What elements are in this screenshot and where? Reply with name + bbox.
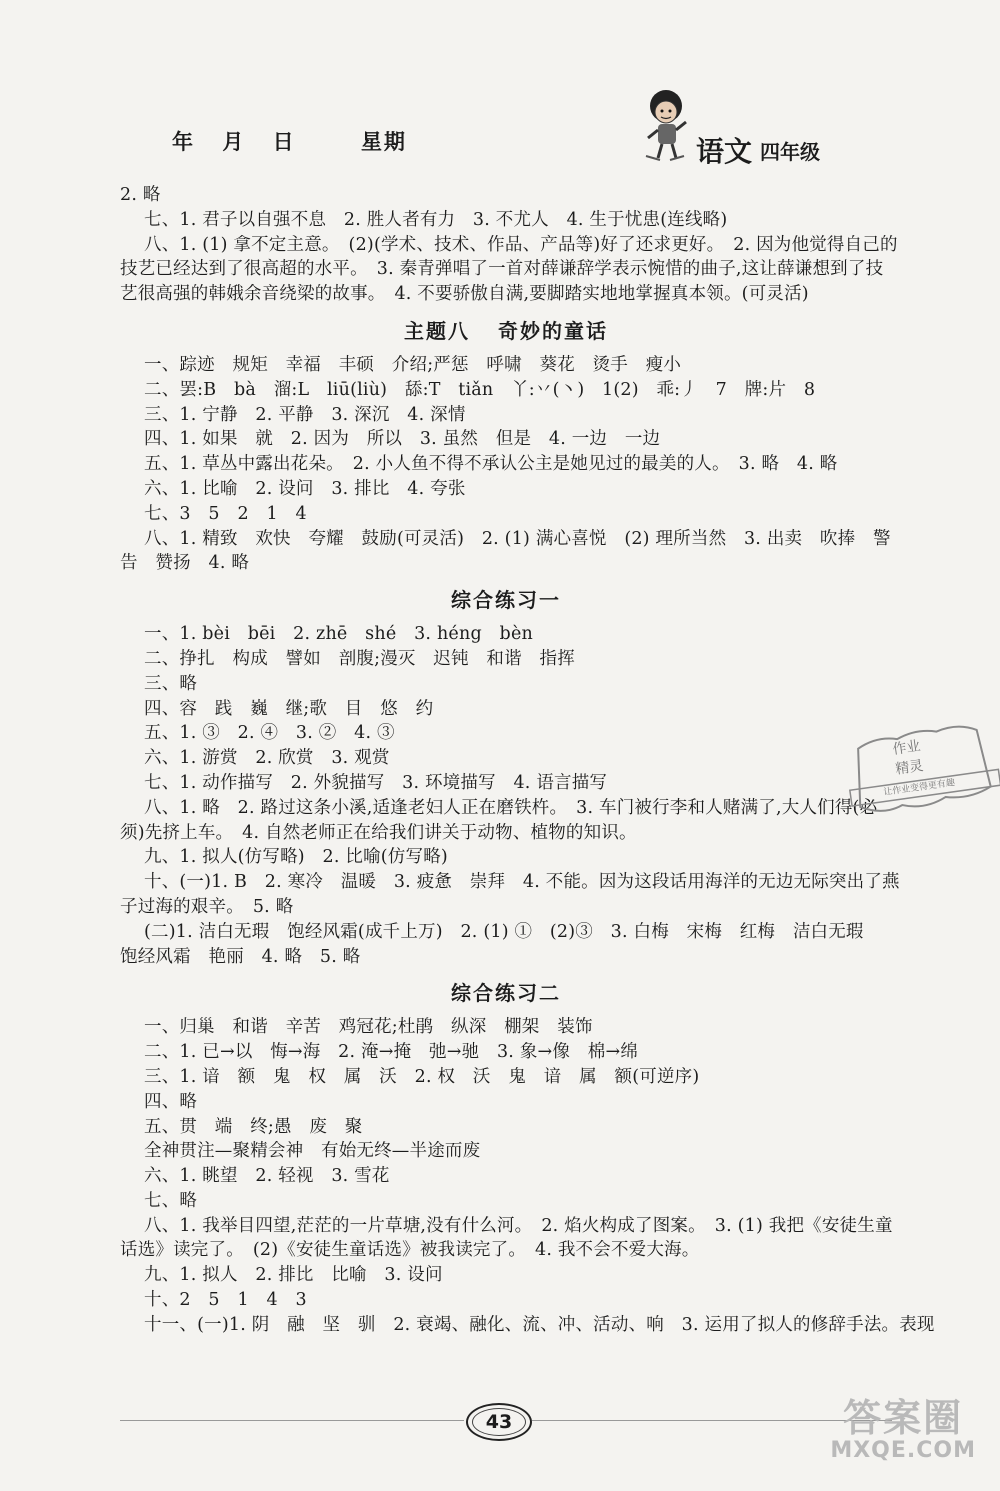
answer-line: 八、1. 我举目四望,茫茫的一片草塘,没有什么河。 2. 焰火构成了图案。 3. (1) 我把《安徒生童 <box>144 1215 893 1236</box>
answer-line: 五、1. 草丛中露出花朵。 2. 小人鱼不得不承认公主是她见过的最美的人。 3. 略 4. 略 <box>144 454 838 475</box>
answer-line: 六、1. 游赏 2. 欣赏 3. 观赏 <box>144 748 390 769</box>
answer-line: 四、略 <box>144 1091 198 1112</box>
stamp-subtitle: 让作业变得更有趣 <box>882 778 956 798</box>
answer-line: 饱经风霜 艳丽 4. 略 5. 略 <box>120 946 361 967</box>
answer-line: 技艺已经达到了很高超的水平。 3. 秦青弹唱了一首对薛谦辞学表示惋惜的曲子,这让薛谦想到了技 <box>120 259 884 280</box>
answer-line: 九、1. 拟人 2. 排比 比喻 3. 设问 <box>144 1265 443 1286</box>
answer-line: 七、略 <box>144 1190 198 1211</box>
answer-line: 须)先挤上车。 4. 自然老师正在给我们讲关于动物、植物的知识。 <box>120 822 637 843</box>
answer-line: 三、略 <box>144 673 198 694</box>
answer-line: 十、2 5 1 4 3 <box>144 1290 307 1311</box>
answer-line: 艺很高强的韩娥余音绕梁的故事。 4. 不要骄傲自满,要脚踏实地地掌握真本领。(可灵活) <box>120 284 809 305</box>
answer-line: 话选》读完了。 (2)《安徒生童话选》被我读完了。 4. 我不会不爱大海。 <box>120 1240 700 1261</box>
weekday-label: 星期 <box>360 130 407 154</box>
answer-line: 四、容 践 巍 继;歌 目 悠 约 <box>144 698 434 719</box>
answer-line: 三、1. 宁静 2. 平静 3. 深沉 4. 深情 <box>144 404 466 425</box>
answer-line: 子过海的艰辛。 5. 略 <box>120 896 294 917</box>
section-title-sub: 奇妙的童话 <box>498 318 608 343</box>
year-label: 年 <box>172 130 195 154</box>
answer-line: 五、1. ③ 2. ④ 3. ② 4. ③ <box>144 723 395 744</box>
section-title <box>120 582 892 618</box>
watermark-logo: 答案圈 <box>843 1396 964 1440</box>
answer-line: 七、3 5 2 1 4 <box>144 503 307 524</box>
answer-line: 二、挣扎 构成 譬如 剖腹;漫灭 迟钝 和谐 指挥 <box>144 648 575 669</box>
grade-label: 四年级 <box>760 140 820 164</box>
answer-line: 三、1. 谙 额 鬼 权 属 沃 2. 权 沃 鬼 谙 属 额(可逆序) <box>144 1066 700 1087</box>
site-watermark <box>830 1387 976 1463</box>
answer-line: 告 赞扬 4. 略 <box>120 553 250 574</box>
answer-line: 2. 略 <box>120 185 161 205</box>
answer-line: 一、踪迹 规矩 幸福 丰硕 介绍;严惩 呼啸 葵花 烫手 瘦小 <box>144 354 682 375</box>
answer-line: 一、1. bèi bēi 2. zhē shé 3. héng bèn <box>144 624 533 645</box>
answer-line: 一、归巢 和谐 辛苦 鸡冠花;杜鹃 纵深 棚架 装饰 <box>144 1017 593 1038</box>
subject-label: 语文 <box>696 135 753 168</box>
section-title-main: 综合练习二 <box>451 981 561 1006</box>
answer-line: 六、1. 比喻 2. 设问 3. 排比 4. 夸张 <box>144 478 466 499</box>
answer-line: 四、1. 如果 就 2. 因为 所以 3. 虽然 但是 4. 一边 一边 <box>144 429 661 450</box>
footer-rule-left <box>120 1420 464 1421</box>
section-title <box>120 313 892 349</box>
watermark-url: MXQE.COM <box>830 1438 976 1463</box>
date-header <box>172 126 425 156</box>
section-title <box>120 975 892 1011</box>
answer-line: 二、罢:B bà 溜:L liū(liù) 舔:T tiǎn 丫:丷(丶) 1(2) 乖:丿 7 牌:片 8 <box>144 379 816 400</box>
answer-line: 八、1. 精致 欢快 夸耀 鼓励(可灵活) 2. (1) 满心喜悦 (2) 理所当然 3. 出卖 吹捧 警 <box>144 528 891 549</box>
section-title-main: 主题八 <box>404 318 470 343</box>
stamp-text: 作业 精灵 <box>891 738 925 778</box>
answer-line: 全神贯注—聚精会神 有始无终—半途而废 <box>144 1141 481 1162</box>
answer-line: 六、1. 眺望 2. 轻视 3. 雪花 <box>144 1166 390 1187</box>
answer-line: 十一、(一)1. 阴 融 坚 驯 2. 衰竭、融化、流、冲、活动、响 3. 运用了拟人的修辞手法。表现 <box>144 1314 935 1335</box>
answer-line: 五、贯 端 终;愚 废 聚 <box>144 1116 363 1137</box>
answer-line: 七、1. 动作描写 2. 外貌描写 3. 环境描写 4. 语言描写 <box>144 772 608 793</box>
day-label: 日 <box>272 130 296 154</box>
answer-line: 十、(一)1. B 2. 寒冷 温暖 3. 疲惫 崇拜 4. 不能。因为这段话用海洋的无边无际突出了燕 <box>144 872 900 893</box>
answer-line: 七、1. 君子以自强不息 2. 胜人者有力 3. 不尤人 4. 生于忧患(连线略) <box>144 209 728 230</box>
month-label: 月 <box>222 130 246 154</box>
subject-header <box>640 86 860 176</box>
section-title-main: 综合练习一 <box>451 588 561 613</box>
answer-line: 八、1. 略 2. 路过这条小溪,适逢老妇人正在磨铁杵。 3. 车门被行李和人赌满了,大人们得(必 <box>144 797 878 818</box>
answer-line: 八、1. (1) 拿不定主意。 (2)(学术、技术、作品、产品等)好了还求更好。 2. 因为他觉得自己的 <box>144 234 898 255</box>
answer-line: 九、1. 拟人(仿写略) 2. 比喻(仿写略) <box>144 847 448 868</box>
answer-line: 二、1. 已→以 悔→海 2. 淹→掩 弛→驰 3. 象→像 棉→绵 <box>144 1042 639 1063</box>
answer-line: (二)1. 洁白无瑕 饱经风霜(成千上万) 2. (1) ① (2)③ 3. 白梅 宋梅 红梅 洁白无瑕 <box>144 921 864 942</box>
mascot-icon <box>640 86 700 168</box>
page-number: 43 <box>466 1403 532 1441</box>
